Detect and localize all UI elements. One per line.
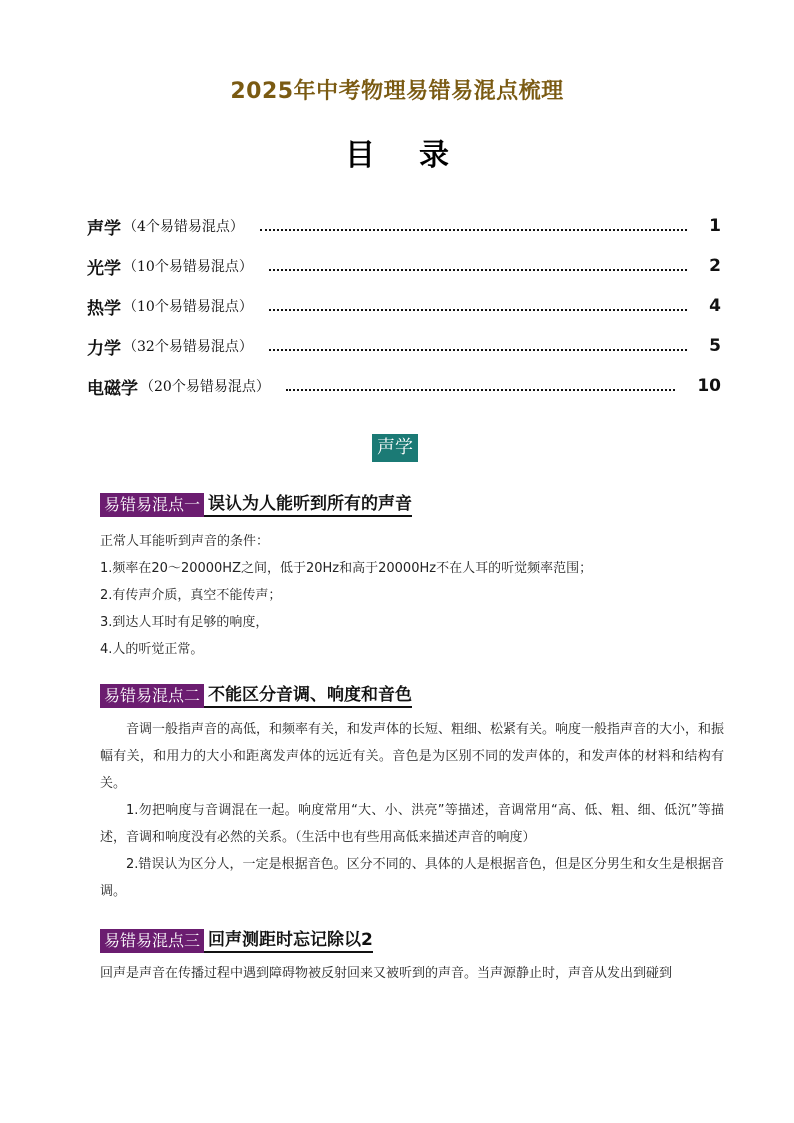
topic-heading-1 — [100, 493, 412, 517]
body-paragraph: 2.错误认为区分人，一定是根据音色。区分不同的、具体的人是根据音色，但是区分男生和女生是根据音调。 — [100, 857, 724, 899]
topic-title: 回声测距时忘记除以2 — [204, 929, 373, 953]
toc-entry-mechanics[interactable] — [87, 326, 721, 366]
toc-entry-page: 5 — [709, 336, 721, 356]
toc-dot-leader — [269, 309, 687, 311]
toc-entry-count: （10个易错易混点） — [123, 259, 253, 275]
topic-number-badge: 易错易混点三 — [100, 929, 204, 953]
body-paragraph: 音调一般指声音的高低，和频率有关，和发声体的长短、粗细、松紧有关。响度一般指声音的大小，和振幅有关，和用力的大小和距离发声体的远近有关。音色是为区别不同的发声体的，和发声体的材料和结构有关。 — [100, 722, 725, 791]
body-line: 4.人的听觉正常。 — [100, 642, 204, 657]
topic-heading-3 — [100, 929, 373, 953]
toc-entry-count: （10个易错易混点） — [123, 299, 253, 315]
body-line: 正常人耳能听到声音的条件： — [100, 534, 270, 549]
toc-entry-page: 1 — [709, 216, 721, 236]
body-line: 1.频率在20～20000HZ之间，低于20Hz和高于20000Hz不在人耳的听觉频率范围； — [100, 561, 593, 576]
body-paragraph: 回声是声音在传播过程中遇到障碍物被反射回来又被听到的声音。当声源静止时，声音从发出到碰到 — [100, 966, 673, 981]
topic-heading-2 — [100, 684, 412, 708]
toc-dot-leader — [286, 389, 676, 391]
toc-entry-page: 10 — [697, 376, 721, 396]
topic-title: 不能区分音调、响度和音色 — [204, 684, 412, 708]
body-line: 3.到达人耳时有足够的响度， — [100, 615, 269, 630]
toc-entry-page: 2 — [709, 256, 721, 276]
toc-entry-acoustics[interactable] — [87, 206, 721, 246]
body-line: 2.有传声介质，真空不能传声； — [100, 588, 282, 603]
toc-entry-count: （20个易错易混点） — [140, 379, 270, 395]
toc-entry-count: （4个易错易混点） — [123, 219, 244, 235]
toc-entry-title: 力学 — [87, 338, 121, 359]
topic-1-body — [100, 528, 724, 663]
toc-entry-optics[interactable] — [87, 246, 721, 286]
toc-heading-char-1: 目 — [345, 138, 375, 173]
topic-title: 误认为人能听到所有的声音 — [204, 493, 412, 517]
toc-dot-leader — [269, 269, 687, 271]
topic-number-badge: 易错易混点一 — [100, 493, 204, 517]
toc-entry-title: 声学 — [87, 218, 121, 239]
topic-2-body — [100, 716, 724, 905]
toc-entry-title: 电磁学 — [87, 378, 138, 399]
toc-heading-char-2: 录 — [419, 138, 449, 173]
toc-entry-count: （32个易错易混点） — [123, 339, 253, 355]
table-of-contents — [87, 206, 721, 406]
toc-entry-page: 4 — [709, 296, 721, 316]
body-paragraph: 1.勿把响度与音调混在一起。响度常用“大、小、洪亮”等描述，音调常用“高、低、粗、细、低沉”等描述，音调和响度没有必然的关系。（生活中也有些用高低来描述声音的响度） — [100, 803, 724, 845]
topic-3-body — [100, 960, 724, 987]
page-title: 2025年中考物理易错易混点梳理 — [230, 79, 564, 104]
toc-entry-thermal[interactable] — [87, 286, 721, 326]
toc-entry-title: 光学 — [87, 258, 121, 279]
toc-entry-electromagnetism[interactable] — [87, 366, 721, 406]
toc-heading — [0, 130, 794, 174]
section-heading-badge: 声学 — [372, 434, 418, 462]
toc-dot-leader — [269, 349, 687, 351]
topic-number-badge: 易错易混点二 — [100, 684, 204, 708]
toc-entry-title: 热学 — [87, 298, 121, 319]
toc-dot-leader — [260, 229, 687, 231]
